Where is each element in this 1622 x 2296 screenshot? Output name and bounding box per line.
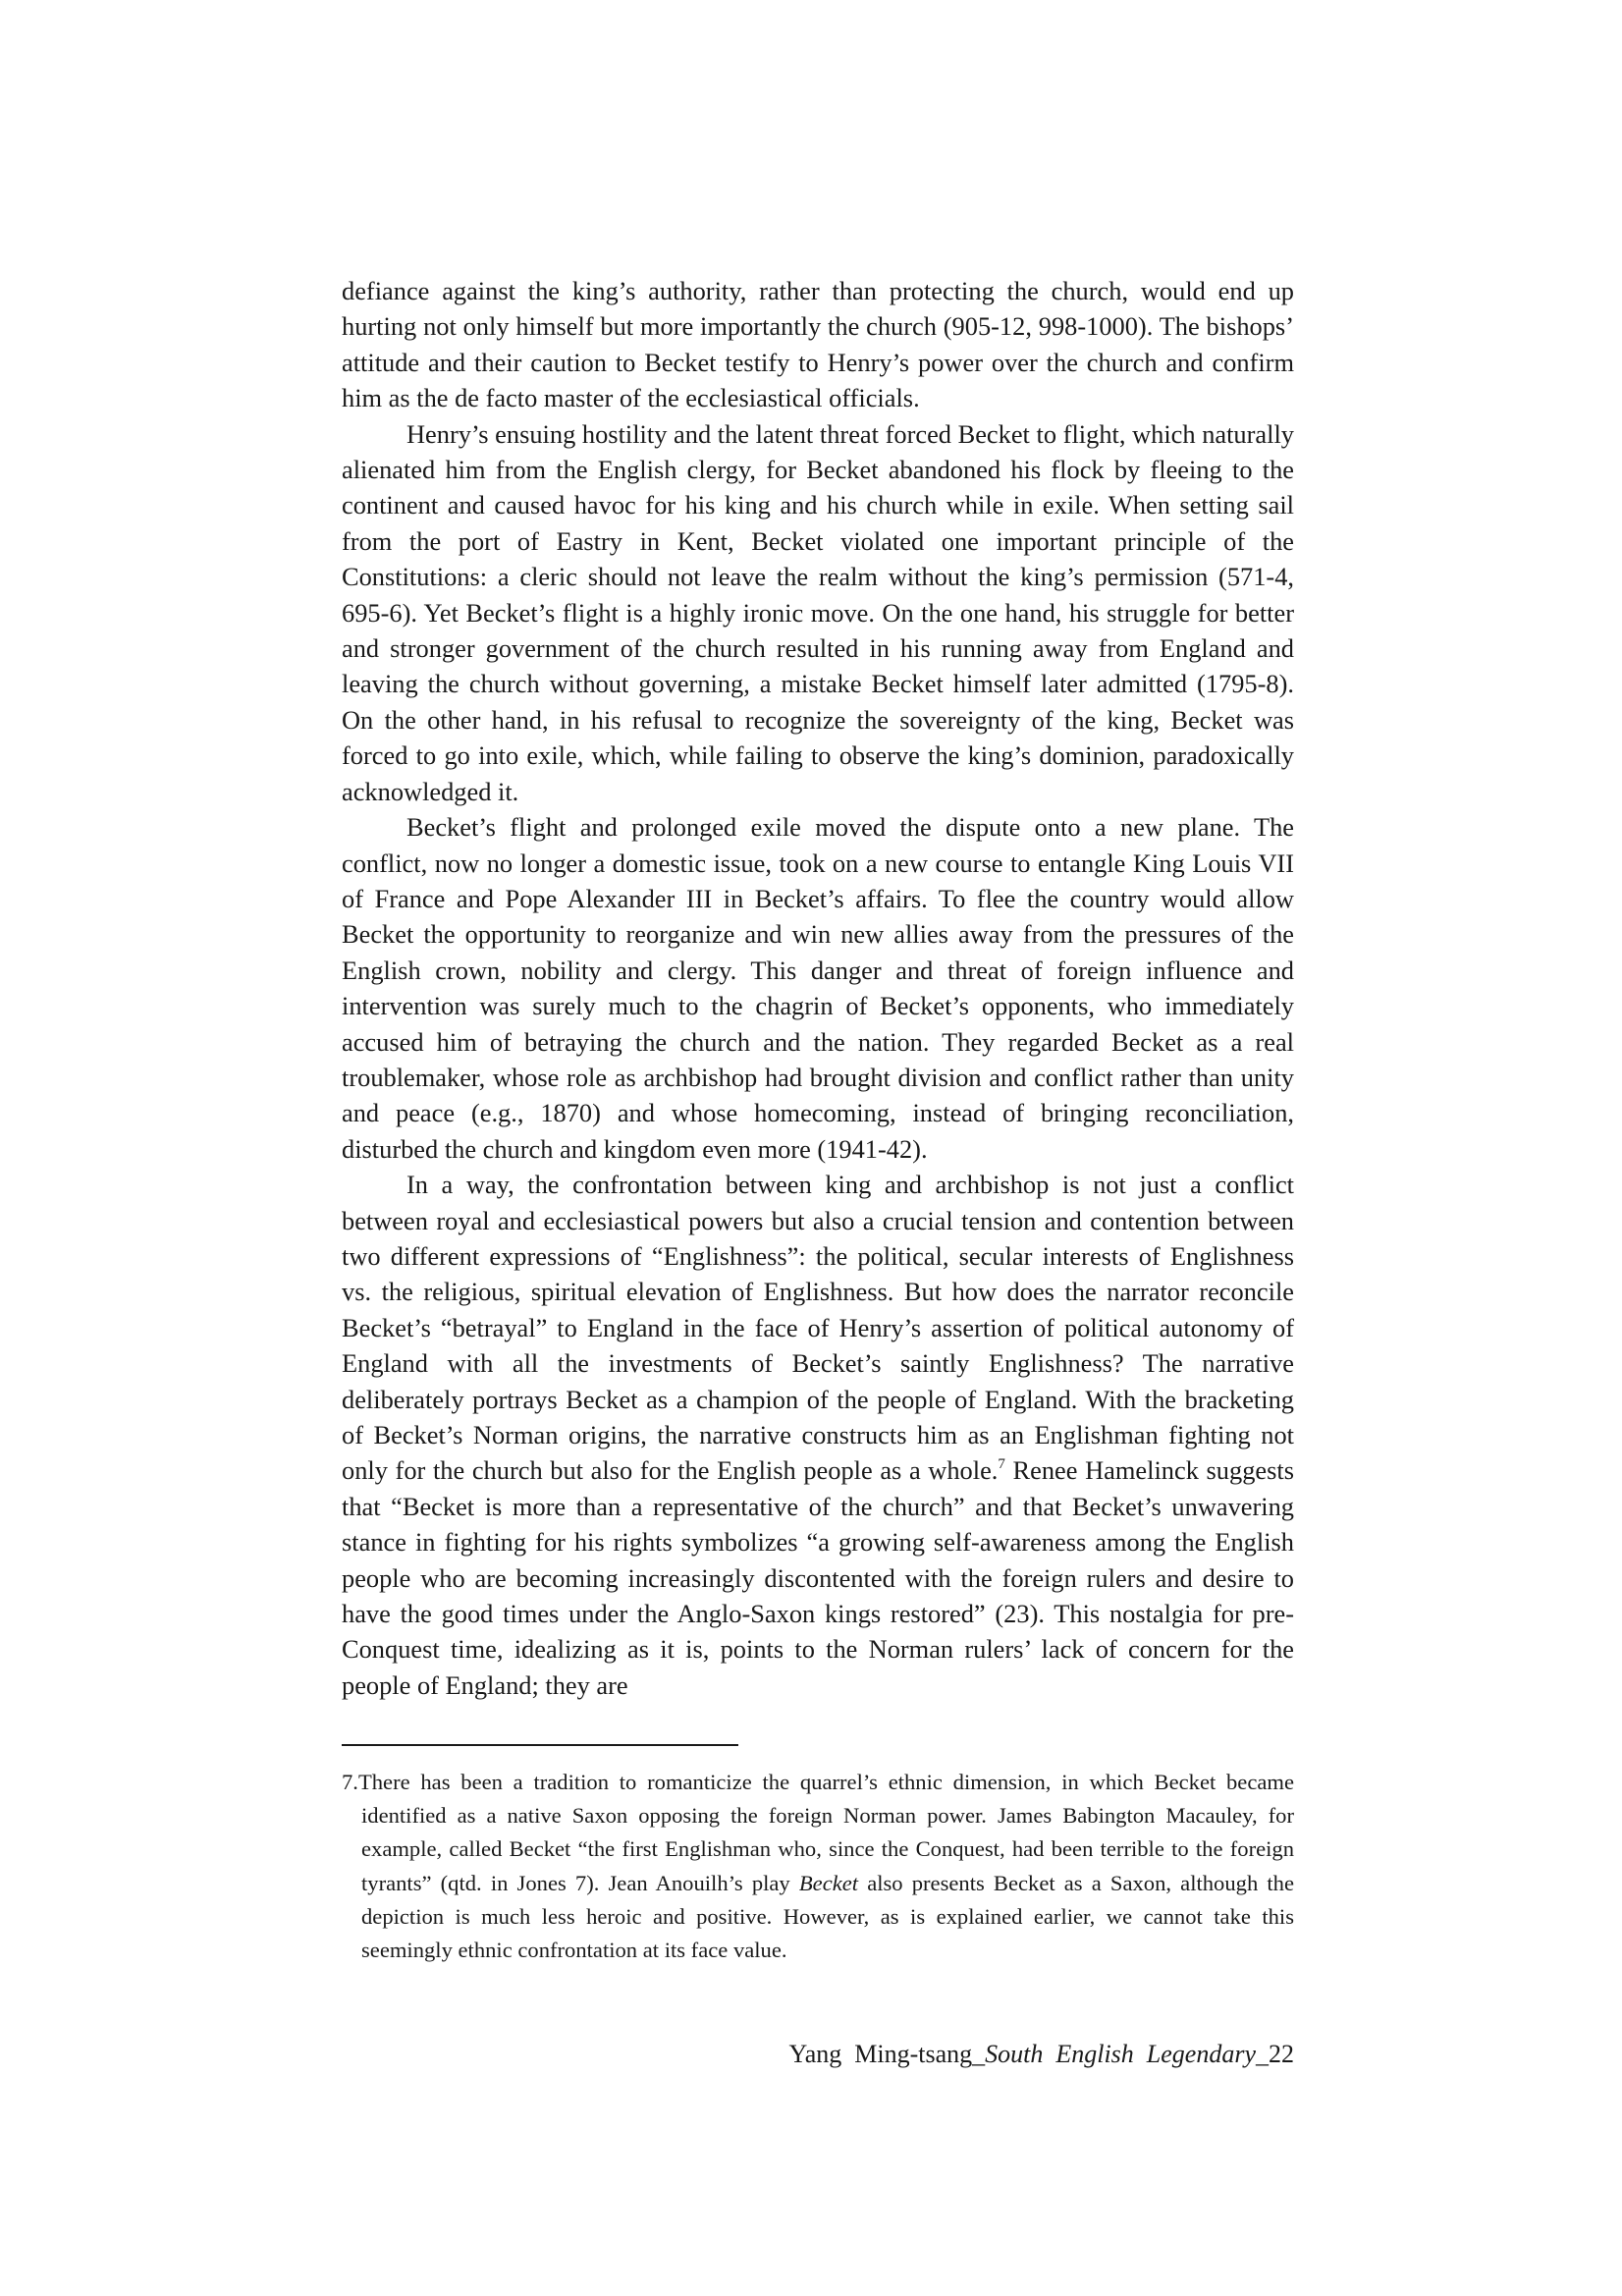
footnote-marker: 7 (998, 1456, 1005, 1473)
paragraph-3: Becket’s flight and prolonged exile moved the dispute onto a new plane. The conflict, now no longer a domestic issue, took on a new course to entangle King Louis VII of France and Pope Alexander III in Becket’s affairs. To flee the country would allow Becket the opportunity to reorganize and win new allies away from the pressures of the English crown, nobility and clergy. This danger and threat of foreign influence and intervention was surely much to the chagrin of Becket’s opponents, who immediately accused him of betraying the church and the nation. They regarded Becket as a real troublemaker, whose role as archbishop had brought division and conflict rather than unity and peace (e.g., 1870) and whose homecoming, instead of bringing reconciliation, disturbed the church and kingdom even more (1941-42). (342, 812, 1294, 1164)
footnote-7 (342, 1766, 1294, 1967)
paragraph-4-text-a: In a way, the confrontation between king and archbishop is not just a conflict between royal and ecclesiastical powers but also a crucial tension and contention between two different expressions of “Englishness”: the political, secular interests of Englishness vs. the religious, spiritual elevation of Englishness. But how does the narrator reconcile Becket’s “betrayal” to England in the face of Henry’s assertion of political autonomy of England with all the investments of Becket’s saintly Englishness? The narrative deliberately portrays Becket as a champion of the people of England. With the bracketing of Becket’s Norman origins, the narrative constructs him as an Englishman fighting not only for the church but also for the English people as a whole. (342, 1170, 1294, 1486)
page-number: _22 (1256, 2040, 1294, 2068)
footnote-text-b: also presents Becket as a Saxon, although the depiction is much less heroic and positive. However, as is explained earlier, we cannot take this seemingly ethnic confrontation at its face value. (361, 1870, 1294, 1963)
paragraph-2: Henry’s ensuing hostility and the latent threat forced Becket to flight, which naturally alienated him from the English clergy, for Becket abandoned his flock by fleeing to the continent and caused havoc for his king and his church while in exile. When setting sail from the port of Eastry in Kent, Becket violated one important principle of the Constitutions: a cleric should not leave the realm without the king’s permission (571-4, 695-6). Yet Becket’s flight is a highly ironic move. On the one hand, his struggle for better and stronger government of the church resulted in his running away from England and leaving the church without governing, a mistake Becket himself later admitted (1795-8). On the other hand, in his refusal to recognize the sovereignty of the king, Becket was forced to go into exile, which, while failing to observe the king’s dominion, paradoxically acknowledged it. (342, 418, 1294, 806)
footnote-divider (342, 1744, 738, 1746)
paragraph-1: defiance against the king’s authority, rather than protecting the church, would end up hurting not only himself but more importantly the church (905-12, 998-1000). The bishops’ attitude and their caution to Becket testify to Henry’s power over the church and confirm him as the de facto master of the ecclesiastical officials. (342, 276, 1294, 413)
footer-author: Yang Ming-tsang_ (788, 2040, 986, 2068)
footnote-italic-title: Becket (798, 1870, 859, 1895)
footnote-text-a: 7.There has been a tradition to romanticize the quarrel’s ethnic dimension, in which Becket became identified as a native Saxon opposing the foreign Norman power. James Babington Macauley, for example, called Becket “the first Englishman who, since the Conquest, had been terrible to the foreign tyrants” (qtd. in Jones 7). Jean Anouilh’s play (342, 1770, 1294, 1895)
running-footer (789, 2038, 1294, 2071)
paragraph-4-text-b: Renee Hamelinck suggests that “Becket is more than a representative of the church” and that Becket’s unwavering stance in fighting for his rights symbolizes “a growing self-awareness among the English people who are becoming increasingly discontented with the foreign rulers and desire to have the good times under the Anglo-Saxon kings restored” (23). This nostalgia for pre-Conquest time, idealizing as it is, points to the Norman rulers’ lack of concern for the people of England; they are (342, 1455, 1294, 1700)
paragraph-4 (342, 1167, 1294, 1703)
footer-title: South English Legendary (985, 2040, 1256, 2068)
main-text (342, 273, 1294, 1703)
